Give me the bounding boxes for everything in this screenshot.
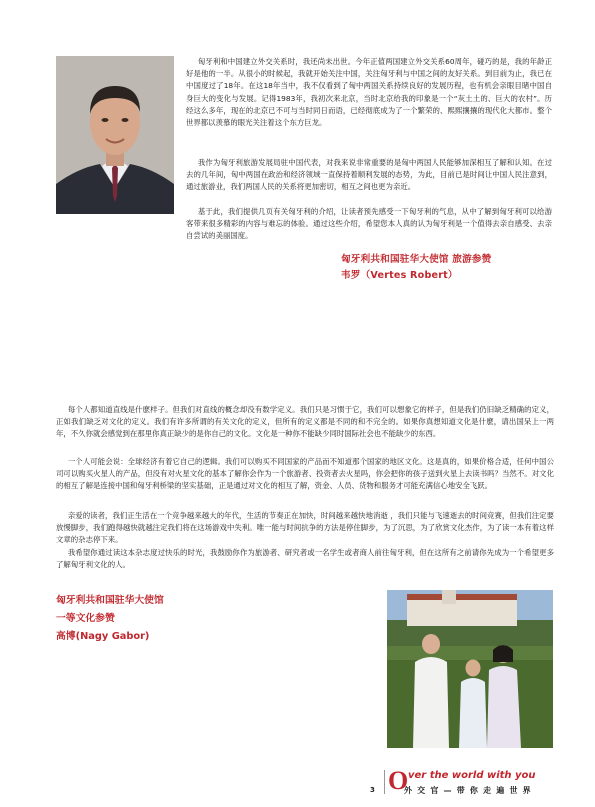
family-photo-illustration (387, 590, 553, 748)
body-paragraph-3: 亲爱的读者，我们正生活在一个竞争越来越大的年代，生活的节奏正在加快，时间越来越快地消逝 ，我们只能与飞速逝去的时间竞赛，但我们注定要放慢脚步，我们跑得越快就越注定我们将在这场游戏中失利。唯一能与时间抗争的方法是停住脚步，为了沉思，为了欣赏文化杰作，为了读一本有着这样文章的杂志停下来。 (56, 511, 554, 545)
footer-divider (384, 770, 385, 794)
portrait-illustration (56, 56, 174, 214)
body-signature-title: 一等文化参赞 (56, 613, 115, 624)
body-paragraph-2: 一个人可能会说：全球经济有着它自己的逻辑。我们可以购买不同国家的产品而不知道那个国家的地区文化。这是真的，如果价格合适，任何中国公司可以购买火星人的产品，但没有对火星文化的基本了解你会作为一个旅游者、投资者去火星吗，你会把你的孩子送到火星上去读书吗？当然不。对文化的相互了解是连接中国和匈牙利桥梁的坚实基础，正是通过对文化的相互了解，资金、人员、货物和服务才可能充满信心地安全飞跃。 (56, 457, 554, 491)
footer-subtitle: 外 交 官 — 带 你 走 遍 世 界 (404, 786, 532, 795)
intro-paragraph-3: 基于此，我们提供几页有关匈牙利的介绍，让读者预先感受一下匈牙利的气息，从中了解到匈牙利可以给游客带来很多精彩的内容与难忘的体验。通过这些介绍，希望您本人真的认为匈牙利是一个值得去亲自感受、去亲自尝试的美丽国度。 (186, 207, 552, 241)
intro-signature-name: 韦罗（Vertes Robert） (341, 270, 458, 281)
intro-paragraph-2: 我作为匈牙利旅游发展局驻中国代表，对我来说非常重要的是匈中两国人民能够加深相互了解和认知。在过去的几年间，匈中两国在政治和经济领域一直保持着顺利发展的态势，为此，目前已是时间让中国人民注意到，通过旅游业，我们两国人民的关系将更加密切，相互之间也更为亲近。 (186, 158, 552, 192)
footer-title: ver the world with you (408, 770, 536, 781)
intro-paragraph-1: 匈牙利和中国建立外交关系时，我还尚未出世。今年正值两国建立外交关系60周年，碰巧的是，我的年龄正好是他的一半。从很小的时候起，我就开始关注中国，关注匈牙利与中国之间的友好关系。到目前为止，我已在中国度过了18年。在这18年当中，我不仅看到了匈中两国关系持续良好的发展历程，也有机会亲眼目睹中国自身巨大的变化与发展。记得1983年，我初次来北京，当时北京给我的印象是一个“灰土土的、巨大的农村”。历经这么多年，现在的北京已不可与当时同日而语，已经彻底成为了一个繁荣的、熙熙攘攘的现代化大都市。整个世界都以羡慕的眼光关注着这个东方巨龙。 (186, 57, 552, 128)
body-paragraph-4: 我希望你通过读这本杂志度过快乐的时光，我鼓励你作为旅游者、研究者或一名学生或者商人前往匈牙利，但在这所有之前请你先成为一个希望更多了解匈牙利文化的人。 (56, 548, 554, 570)
page-number: 3 (370, 786, 375, 794)
body-paragraph-1: 每个人都知道直线是什麽样子。但我们对直线的概念却没有数学定义。我们只是习惯于它，我们可以想象它的样子，但是我们仍旧缺乏精确的定义，正如我们缺乏对文化的定义。我们有许多所谓的有关文化的定义，但所有的定义都是不同的和不完全的。如果你真想知道文化是什麽，请出国呆上一两年，不久你就会感觉到在那里你真正缺少的是你自己的文化。文化是一种你不能缺少同时国际社会也不能缺少的东西。 (56, 405, 554, 439)
portrait-photo (56, 56, 174, 214)
body-signature-embassy: 匈牙利共和国驻华大使馆 (56, 595, 164, 606)
intro-signature-title: 匈牙利共和国驻华大使馆 旅游参赞 (341, 254, 492, 265)
body-signature-name: 高博(Nagy Gabor) (56, 631, 150, 642)
family-photo (387, 590, 553, 748)
footer-title-initial: O (388, 766, 409, 795)
